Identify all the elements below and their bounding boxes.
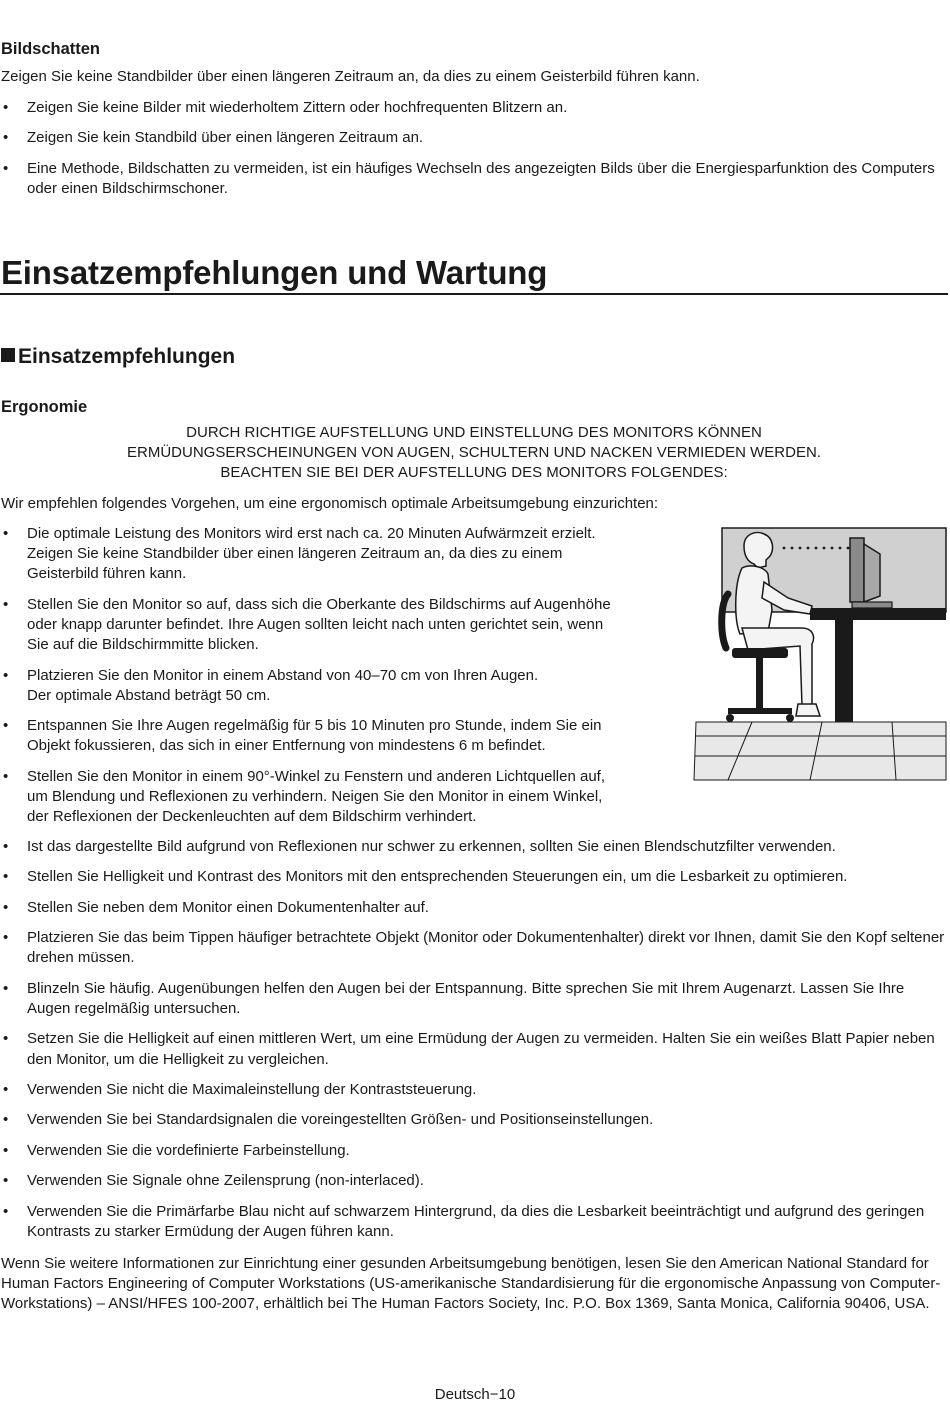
bildschatten-intro: Zeigen Sie keine Standbilder über einen längeren Zeitraum an, da dies zu einem Geisterbild führen kann. — [1, 68, 700, 85]
list-item-line: • Stellen Sie den Monitor so auf, dass sich die Oberkante des Bildschirms auf Augenhöhe — [27, 595, 611, 613]
ergonomie-warning — [0, 423, 948, 484]
chapter-title: Einsatzempfehlungen und Wartung — [1, 254, 548, 291]
chapter-title-rule — [0, 293, 948, 295]
list-item — [0, 767, 690, 828]
bildschatten-heading: Bildschatten — [1, 40, 101, 58]
list-item-line: um Blendung und Reflexionen zu verhindern. Neigen Sie den Monitor in einem Winkel, — [27, 787, 603, 805]
list-item: • Stellen Sie Helligkeit und Kontrast des Monitors mit den entsprechenden Steuerungen ein, um die Lesbarkeit zu optimieren. — [0, 867, 945, 887]
list-item — [0, 524, 690, 585]
list-item-line: Objekt fokussieren, das sich in einer Entfernung von mindestens 6 m befindet. — [27, 737, 546, 755]
list-item-line: Der optimale Abstand beträgt 50 cm. — [27, 686, 271, 704]
bildschatten-list — [0, 98, 935, 209]
page-footer: Deutsch−10 — [434, 1386, 516, 1403]
list-item: • Eine Methode, Bildschatten zu vermeiden, ist ein häufiges Wechseln des angezeigten Bilds über die Energiesparfunktion des Computers oder einen Bildschirmschoner. — [0, 159, 935, 199]
list-item-line: Geisterbild führen kann. — [27, 565, 187, 583]
list-item: • Platzieren Sie das beim Tippen häufiger betrachtete Objekt (Monitor oder Dokumentenhalter) direkt vor Ihnen, damit Sie den Kopf seltener drehen müssen. — [0, 928, 945, 968]
list-item-line: Sie auf die Bildschirmmitte blicken. — [27, 636, 259, 654]
list-item: • Blinzeln Sie häufig. Augenübungen helfen den Augen bei der Entspannung. Bitte sprechen Sie mit Ihrem Augenarzt. Lassen Sie Ihre Augen regelmäßig untersuchen. — [0, 979, 945, 1019]
square-bullet-icon — [1, 348, 15, 362]
list-item-line: Zeigen Sie keine Standbilder über einen längeren Zeitraum an, da dies zu einem — [27, 545, 563, 563]
warning-line: ERMÜDUNGSERSCHEINUNGEN VON AUGEN, SCHULTERN UND NACKEN VERMIEDEN WERDEN. — [127, 444, 821, 462]
ergonomie-list-wide — [0, 837, 945, 1252]
sight-line-dots — [783, 547, 850, 550]
ergonomie-intro: Wir empfehlen folgendes Vorgehen, um eine ergonomisch optimale Arbeitsumgebung einzurichten: — [1, 495, 659, 512]
list-item: • Verwenden Sie Signale ohne Zeilensprung (non-interlaced). — [0, 1171, 945, 1191]
ergonomie-list-narrow — [0, 524, 690, 838]
list-item — [0, 716, 690, 756]
ergonomic-workstation-illustration — [692, 524, 948, 784]
list-item: • Verwenden Sie bei Standardsignalen die voreingestellten Größen- und Positionseinstellungen. — [0, 1110, 945, 1130]
section-title-text: Einsatzempfehlungen — [18, 345, 236, 368]
section-title — [1, 343, 235, 371]
floor-grid — [694, 722, 946, 780]
list-item: • Verwenden Sie die vordefinierte Farbeinstellung. — [0, 1141, 945, 1161]
warning-line: DURCH RICHTIGE AUFSTELLUNG UND EINSTELLUNG DES MONITORS KÖNNEN — [186, 424, 762, 441]
list-item-line: der Reflexionen der Deckenleuchten auf dem Bildschirm verhindert. — [27, 808, 477, 826]
list-item: • Ist das dargestellte Bild aufgrund von Reflexionen nur schwer zu erkennen, sollten Sie einen Blendschutzfilter verwenden. — [0, 837, 945, 857]
ergonomie-heading: Ergonomie — [1, 398, 88, 416]
list-item: • Zeigen Sie keine Bilder mit wiederholtem Zittern oder hochfrequenten Blitzern an. — [0, 98, 935, 118]
list-item-line: • Entspannen Sie Ihre Augen regelmäßig für 5 bis 10 Minuten pro Stunde, indem Sie ein — [27, 717, 602, 735]
list-item: • Setzen Sie die Helligkeit auf einen mittleren Wert, um eine Ermüdung der Augen zu vermeiden. Halten Sie ein weißes Blatt Papier neben den Monitor, um die Helligkeit zu vergleichen. — [0, 1029, 945, 1069]
warning-line: BEACHTEN SIE BEI DER AUFSTELLUNG DES MONITORS FOLGENDES: — [220, 464, 728, 482]
list-item-line: • Stellen Sie den Monitor in einem 90°-Winkel zu Fenstern und anderen Lichtquellen auf, — [27, 767, 606, 785]
list-item — [0, 666, 690, 706]
list-item: • Zeigen Sie kein Standbild über einen längeren Zeitraum an. — [0, 128, 935, 148]
list-item: • Verwenden Sie die Primärfarbe Blau nicht auf schwarzem Hintergrund, da dies die Lesbarkeit beeinträchtigt und aufgrund des geringen Kontrasts zu starker Ermüdung der Augen führen kann. — [0, 1202, 945, 1242]
ergonomie-closing: Wenn Sie weitere Informationen zur Einrichtung einer gesunden Arbeitsumgebung benötigen, lesen Sie den American National Standard for Human Factors Engineering of Computer Workstations (US-amerikanische Standardisierung für die ergonomische Anpassung von Computer-Workstations) – ANSI/HFES 100-2007, erhältlich bei The Human Factors Society, Inc. P.O. Box 1369, Santa Monica, California 90406, USA. — [1, 1255, 941, 1313]
list-item-line: oder knapp darunter befindet. Ihre Augen sollten leicht nach unten gerichtet sein, wenn — [27, 616, 604, 633]
list-item-line: • Die optimale Leistung des Monitors wird erst nach ca. 20 Minuten Aufwärmzeit erzielt. — [27, 525, 596, 542]
list-item: • Stellen Sie neben dem Monitor einen Dokumentenhalter auf. — [0, 898, 945, 918]
list-item-line: • Platzieren Sie den Monitor in einem Abstand von 40–70 cm von Ihren Augen. — [27, 666, 539, 684]
list-item: • Verwenden Sie nicht die Maximaleinstellung der Kontraststeuerung. — [0, 1080, 945, 1100]
list-item — [0, 595, 690, 656]
